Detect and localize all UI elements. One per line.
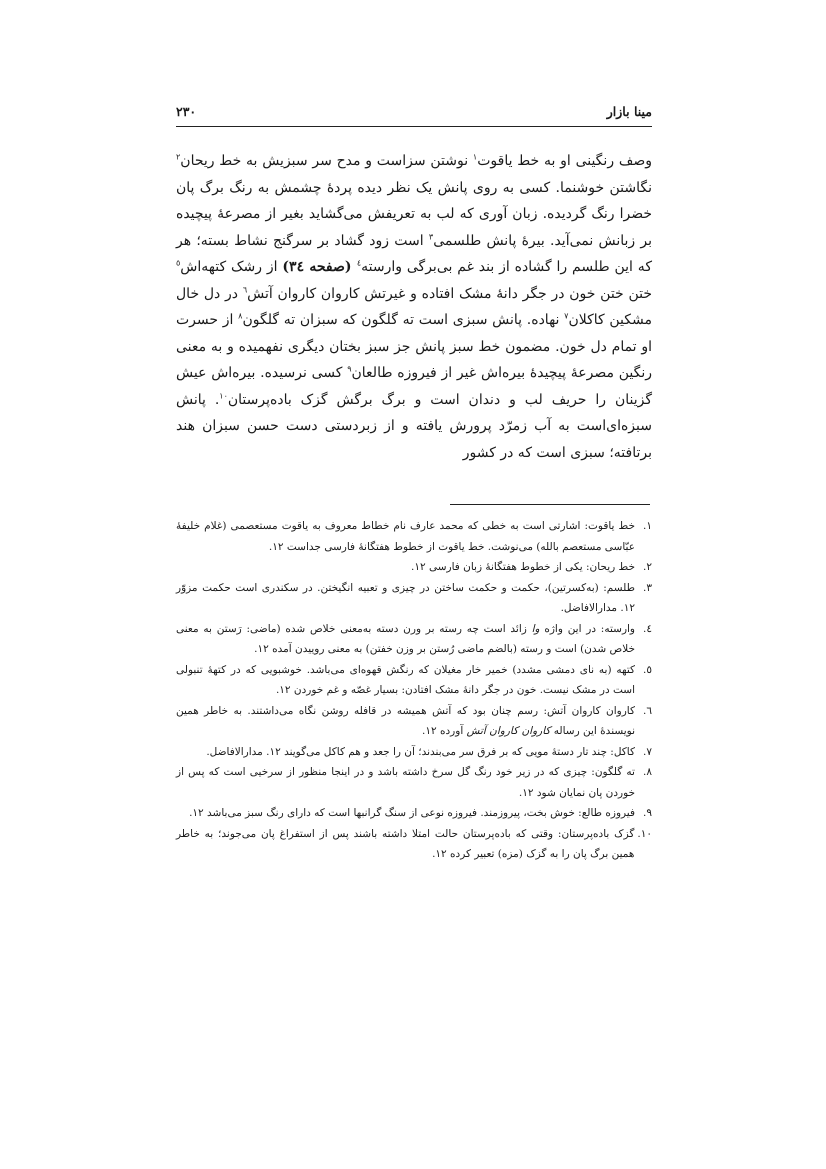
footnote-3	[176, 578, 652, 619]
footnote-ref: ۱۰	[219, 390, 228, 400]
main-text	[176, 148, 652, 466]
footnote-text: خط ریحان: یکی از خطوط هفتگانهٔ زبان فارسی ۱۲.	[410, 561, 635, 573]
footnote-number: ٤.	[643, 622, 652, 635]
page-header	[176, 104, 652, 119]
footnote-separator	[450, 504, 650, 505]
footnote-7	[176, 742, 652, 763]
footnote-1	[176, 516, 652, 557]
footnote-ref: ۲	[176, 152, 181, 162]
footnote-text: فیروزه طالع: خوش بخت، پیروزمند. فیروزه نوعی از سنگ گرانبها است که دارای رنگ سبز می‌باشد ۱۲.	[189, 807, 635, 819]
footnote-4	[176, 619, 652, 660]
italic-term: کاروان کاروان آتش	[466, 725, 551, 737]
running-title: مینا بازار	[606, 104, 652, 119]
footnote-6	[176, 701, 652, 742]
footnote-number: ۳.	[643, 581, 652, 594]
text-run: وارسته: در این واژه	[539, 622, 636, 635]
footnote-9	[176, 803, 652, 824]
footnote-text: طلسم: (به‌کسرتین)، حکمت و حکمت ساختن در چیزی و تعبیه انگیختن. در سکندری است حکمت مزوّر ۱۲. مدارالافاضل.	[176, 581, 635, 614]
footnote-ref: ٥	[176, 258, 181, 268]
text-run: از حسرت او تمام دل خون. مضمون خط سبز پانش جز سبز بختان دیگری نفهمیده و به معنی رنگین مصرعهٔ پیچیدهٔ بیره‌اش غیر از فیروزه طالعان	[176, 312, 653, 381]
footnote-number: ۷.	[643, 745, 652, 758]
page-reference: (صفحه ٣٤)	[282, 259, 357, 275]
footnote-5	[176, 660, 652, 701]
text-run: نهاده. پانش سبزی است ته گلگون که سبزان ته گلگون	[242, 312, 565, 328]
footnote-8	[176, 762, 652, 803]
footnote-ref: ۹	[347, 364, 352, 374]
body-paragraph	[176, 148, 652, 466]
footnote-ref: ٦	[242, 284, 248, 294]
footnote-text: گزک باده‌پرستان: وقتی که باده‌پرستان حالت امتلا داشته باشند پس از استفراغ پان می‌جوند؛ به خاطر همین برگ پان را به گزک (مزه) تعبیر کرده ۱۲.	[176, 827, 635, 860]
footnote-number: ۹.	[643, 807, 652, 819]
text-run: وصف رنگینی او به خط یاقوت	[477, 153, 652, 169]
footnote-number: ۱۰.	[637, 827, 652, 840]
text-run: نگاشتن خوشنما. کسی به روی پانش یک نظر دیده پردهٔ چشمش به رنگ برگ پان خضرا رنگ گردیده. زبان آوری که لب به تعریفش می‌گشاید بغیر از مصرعهٔ پیچیده بر زبانش نمی‌آید. بیرهٔ پانش طلسمی	[176, 179, 653, 249]
footnote-2	[176, 557, 652, 578]
italic-term: وا	[531, 622, 540, 635]
footnote-number: ۸.	[643, 766, 652, 778]
footnote-10	[176, 824, 652, 865]
footnote-ref: ۳	[428, 231, 434, 241]
footnote-number: ۱.	[643, 520, 652, 532]
footnote-text	[176, 619, 635, 660]
page-number: ۲۳۰	[176, 104, 197, 119]
footnote-text: کاکل: چند تار دستهٔ مویی که بر فرق سر می‌بندند؛ آن را جعد و هم کاکل می‌گویند ۱۲. مدارالافاضل.	[206, 745, 635, 758]
footnote-ref: ۱	[472, 152, 478, 162]
text-run: ختن ختن خون در جگر دانهٔ مشک افتاده و غیرتش کاروان کاروان آتش	[247, 285, 653, 302]
text-run: است زود گشاد بر سرگنج نشاط بسته؛ هر که این طلسم را گشاده از بند غم بی‌برگی وارسته	[176, 232, 652, 275]
text-run: کاروان کاروان آتش: رسم چنان بود که آتش همیشه در قافله روشن نگاه می‌داشتند. به خاطر همین نویسندهٔ این رساله	[176, 704, 635, 737]
footnote-ref: ۸	[238, 311, 243, 321]
footnote-number: ۲.	[643, 561, 652, 573]
text-run: نوشتن سزاست و مدح سر سبزیش به خط ریحان	[180, 153, 473, 169]
footnote-text: ته گلگون: چیزی که در زیر خود رنگ گل سرخ داشته باشد و در اینجا منظور از سرخیی است که پس از خوردن پان نمایان شود ۱۲.	[176, 766, 635, 799]
footnote-number: ٥.	[643, 663, 652, 676]
text-run: از رشک کتهه‌اش	[180, 259, 283, 275]
footnote-text: کتهه (به نای دمشی مشدد) خمیر خار مغیلان که رنگش قهوه‌ای می‌باشد. خوشبویی که در کتههٔ تنبولی است در مشک نیست. خون در جگر دانهٔ مشک افتادن: بسیار غصّه و غم خوردن ۱۲.	[176, 663, 635, 696]
header-rule	[176, 126, 652, 127]
text-run: . پانش سبزه‌ای‌است به آب زمرّد پرورش یافته و از زبردستی دست حسن سبزان هند برتافته؛ سبزی است که در کشور	[176, 391, 652, 461]
text-run: زائد است چه رسته بر ورن دسته به‌معنی خلاص شده (ماضی: رَستن به معنی خلاص شدن) است و رسته (بالضم ماضی رُستن بر وزن خفتن) به معنی روییدن آمده ۱۲.	[176, 622, 635, 655]
text-run: آورده ۱۲.	[422, 725, 467, 737]
footnote-number: ٦.	[643, 704, 652, 717]
text-run: کسی نرسیده. بیره‌اش عیش گزینان را حریف لب و دندان است و برگ برگش گزک باده‌پرستان	[176, 365, 652, 408]
text-run: در دل خال مشکین کاکلان	[176, 285, 652, 328]
footnote-text: خط یاقوت: اشارتی است به خطی که محمد عارف نام خطاط معروف به یاقوت مستعصمی (غلام خلیفهٔ عبّاسی مستعصم بالله) می‌نوشت. خط یاقوت از خطوط هفتگانهٔ فارسی جداست ۱۲.	[176, 520, 635, 553]
footnote-ref: ۷	[564, 311, 569, 321]
footnote-ref: ٤	[356, 258, 362, 268]
footnote-text	[176, 701, 635, 742]
footnotes	[176, 516, 652, 865]
